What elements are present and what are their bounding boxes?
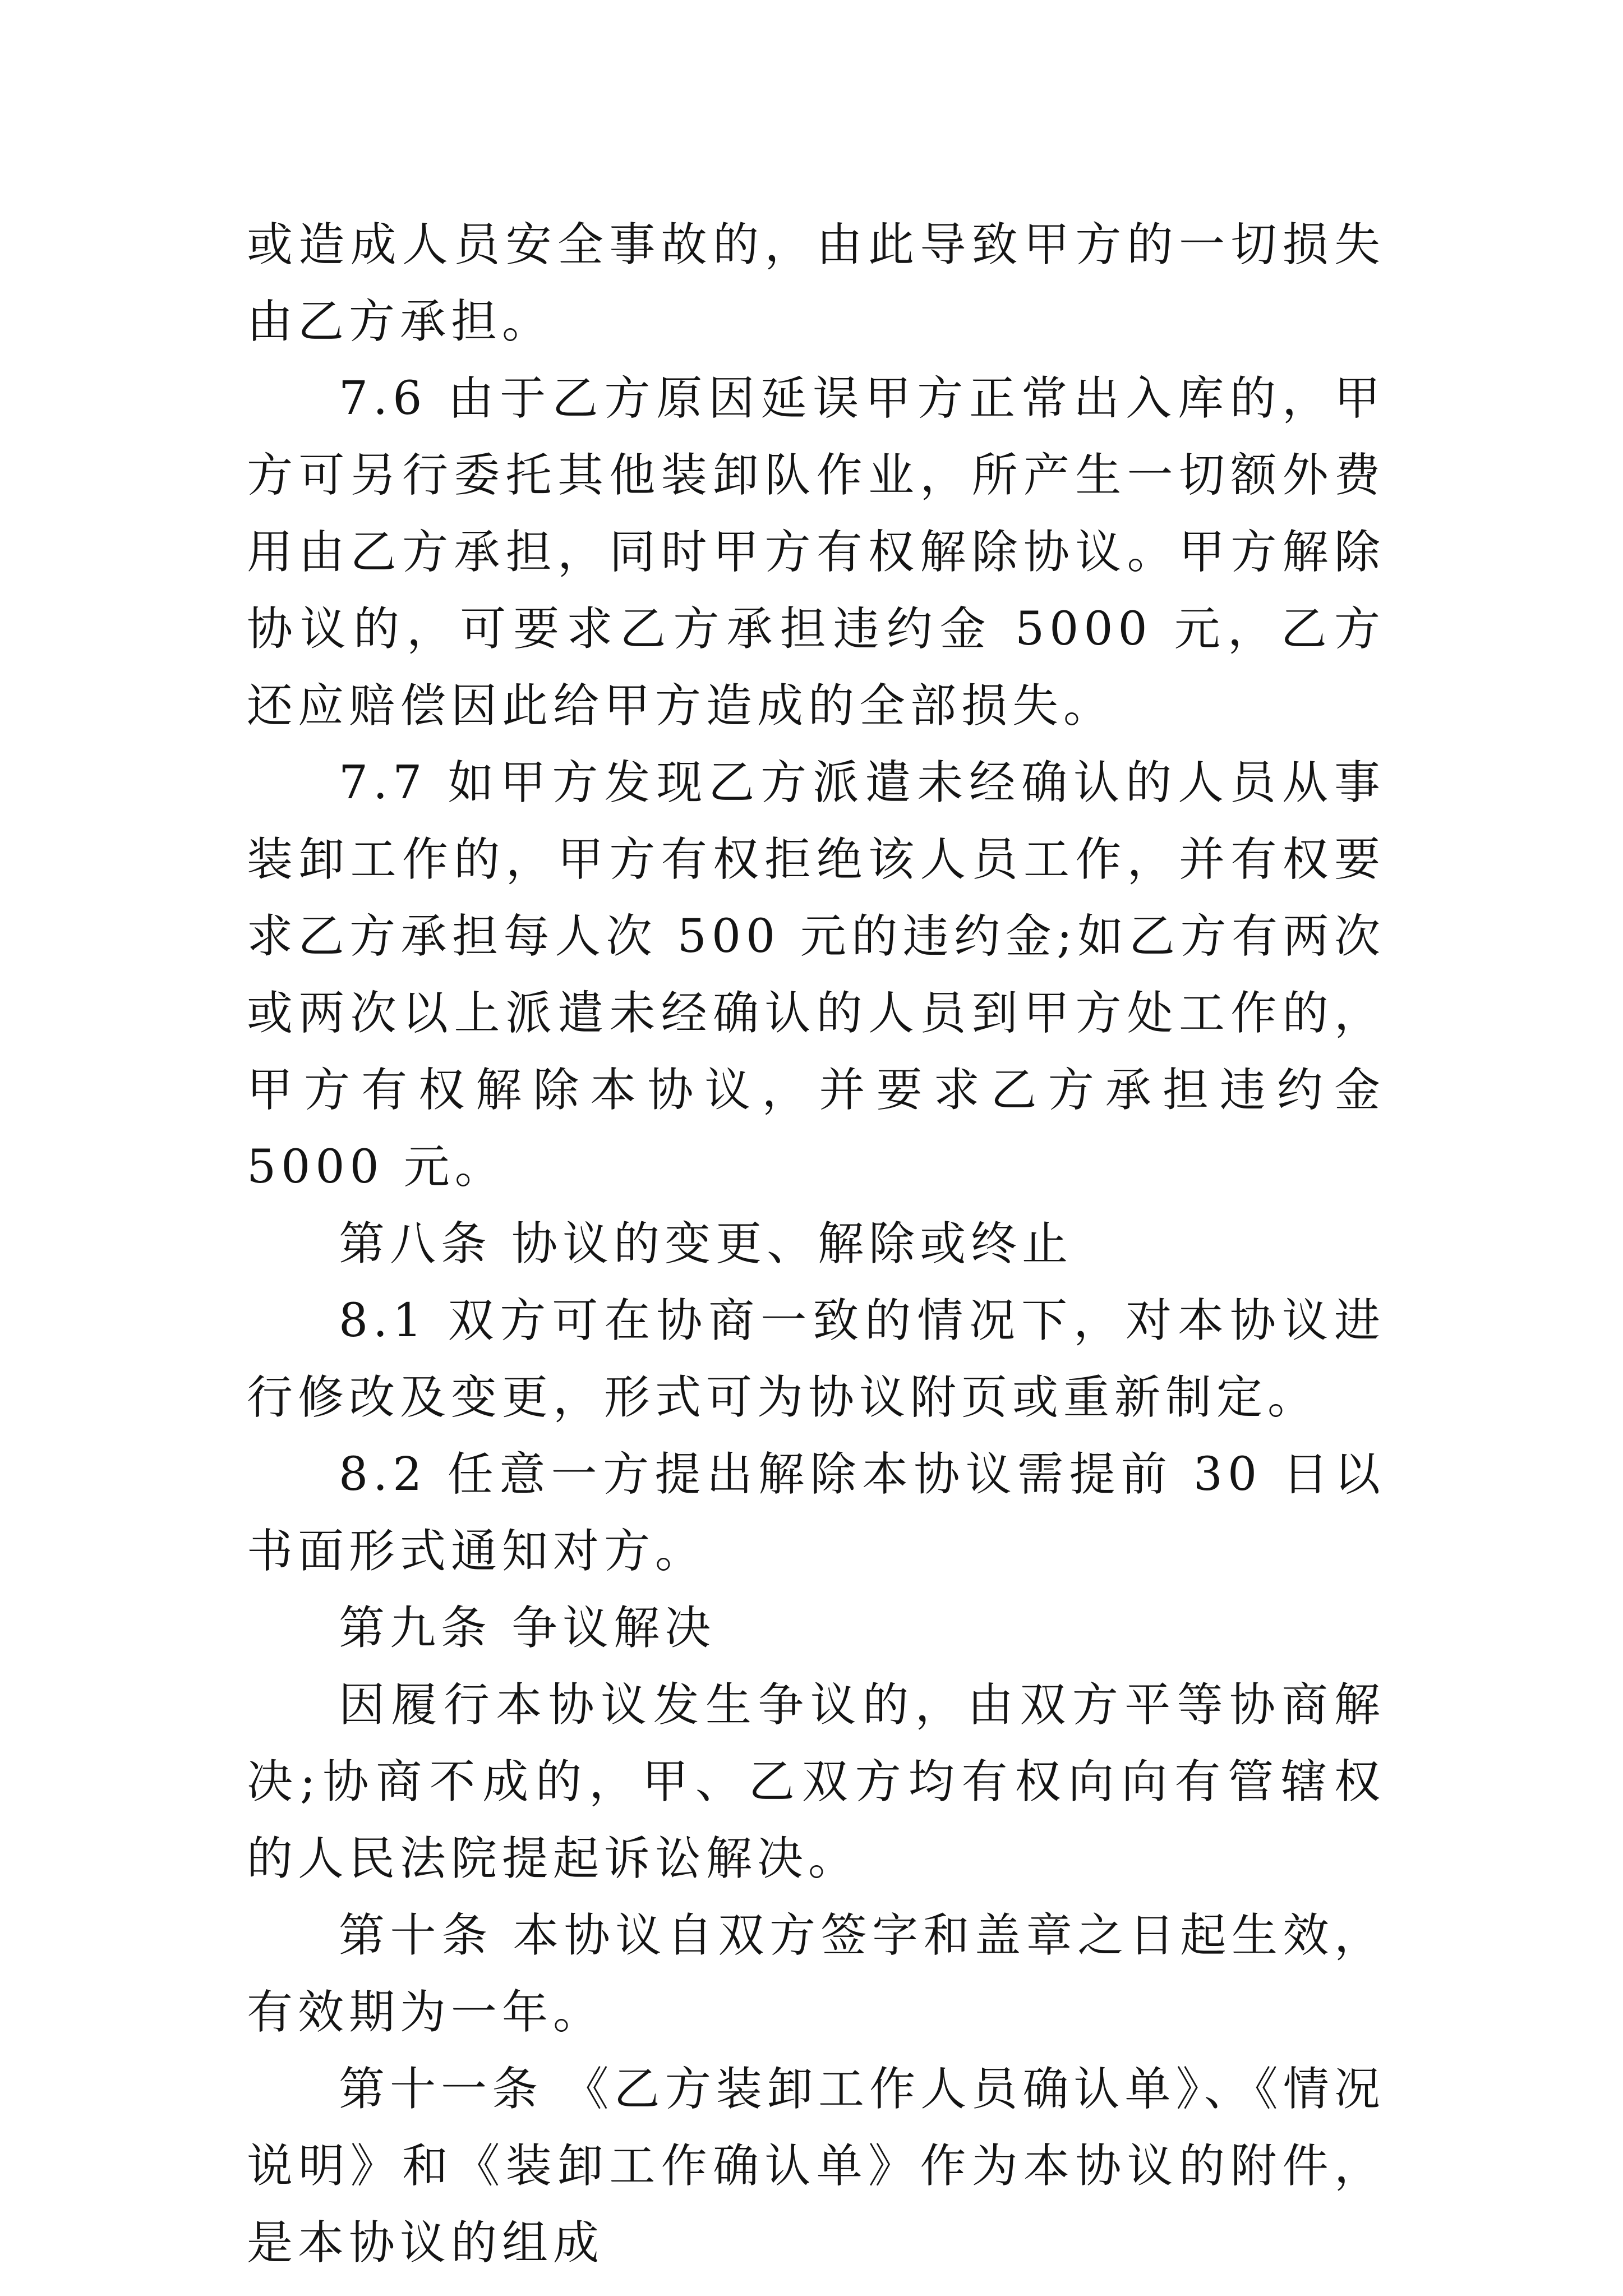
clause-7-7: 7.7 如甲方发现乙方派遣未经确认的人员从事装卸工作的，甲方有权拒绝该人员工作，并有权要求乙方承担每人次 500 元的违约金;如乙方有两次或两次以上派遣未经确认的人员到甲方处工作的，甲方有权解除本协议，并要求乙方承担违约金 5000 元。 xyxy=(247,756,1385,1194)
document-body xyxy=(247,206,1385,2281)
clause-8-2: 8.2 任意一方提出解除本协议需提前 30 日以书面形式通知对方。 xyxy=(247,1448,1385,1578)
paragraph-continuation: 或造成人员安全事故的，由此导致甲方的一切损失由乙方承担。 xyxy=(247,218,1385,348)
article-10: 第十条 本协议自双方签字和盖章之日起生效，有效期为一年。 xyxy=(247,1909,1385,2039)
article-9-heading: 第九条 争议解决 xyxy=(339,1602,716,1655)
clause-8-1: 8.1 双方可在协商一致的情况下，对本协议进行修改及变更，形式可为协议附页或重新制定。 xyxy=(247,1294,1385,1424)
clause-7-6: 7.6 由于乙方原因延误甲方正常出入库的，甲方可另行委托其他装卸队作业，所产生一切额外费用由乙方承担，同时甲方有权解除协议。甲方解除协议的，可要求乙方承担违约金 5000 元，乙方还应赔偿因此给甲方造成的全部损失。 xyxy=(247,372,1385,733)
article-9-text: 因履行本协议发生争议的，由双方平等协商解决;协商不成的，甲、乙双方均有权向向有管辖权的人民法院提起诉讼解决。 xyxy=(247,1678,1385,1885)
article-8-heading: 第八条 协议的变更、解除或终止 xyxy=(339,1217,1073,1271)
article-11: 第十一条 《乙方装卸工作人员确认单》、《情况说明》和《装卸工作确认单》作为本协议的附件，是本协议的组成 xyxy=(247,2063,1385,2270)
